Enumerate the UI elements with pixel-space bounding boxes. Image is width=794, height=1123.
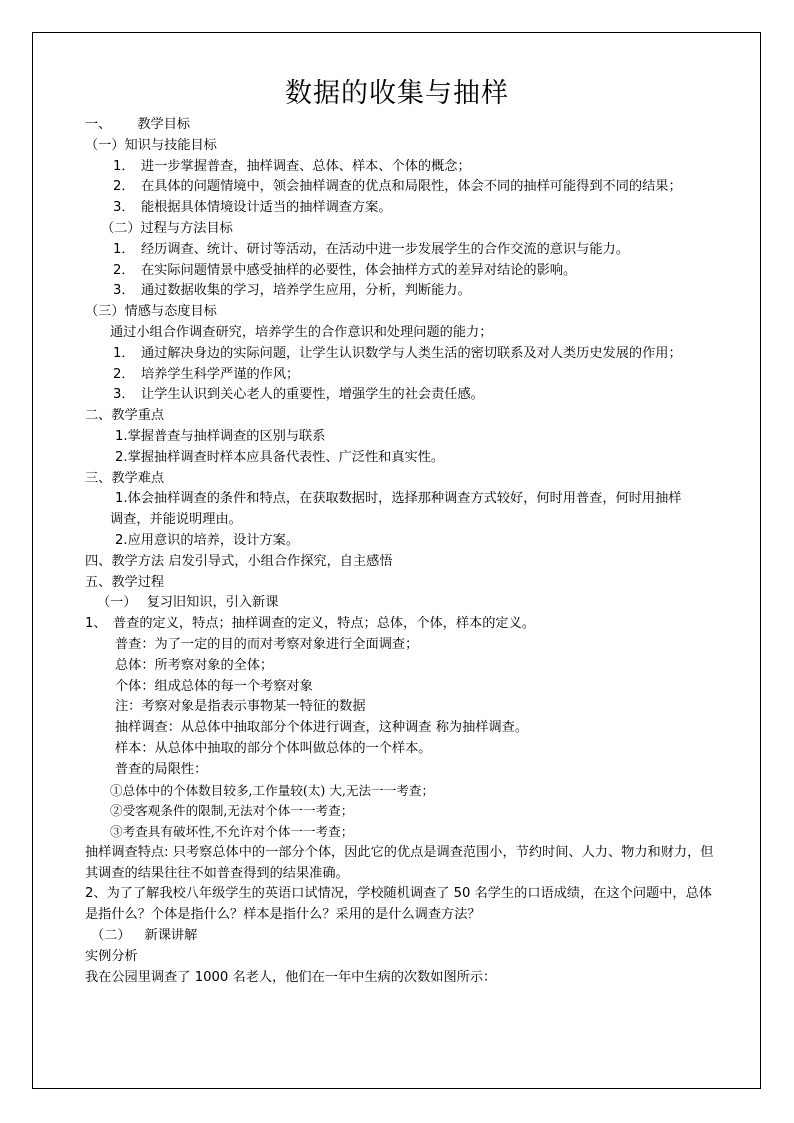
process-goals-heading: （二）过程与方法目标 [101,220,233,236]
definition-note: 注：考察对象是指表示事物某一特征的数据 [115,699,366,715]
review-question-1: 1、 普查的定义，特点；抽样调查的定义，特点；总体，个体，样本的定义。 [85,616,535,632]
section-3-heading: 三、教学难点 [85,470,165,486]
review-subheading: （一） 复习旧知识，引入新课 [97,595,279,611]
emotion-goals-intro: 通过小组合作调查研究，培养学生的合作意识和处理问题的能力； [110,324,493,340]
new-lesson-subheading: （二） 新课讲解 [91,928,198,944]
definition-census: 普查：为了一定的目的而对考察对象进行全面调查； [115,636,419,652]
section-5-heading: 五、教学过程 [85,574,165,590]
sampling-survey-features: 抽样调查特点: 只考察总体中的一部分个体，因此它的优点是调查范围小，节约时间、人力、物力和财力，但其调查的结果往往不如普查得到的结果准确。 [85,844,714,881]
process-goal-item: 3． 通过数据收集的学习，培养学生应用，分析，判断能力。 [113,283,471,299]
page-title: 数据的收集与抽样 [285,78,509,109]
emotion-goal-item: 2． 培养学生科学严谨的作风； [113,366,300,382]
definition-individual: 个体：组成总体的每一个考察对象 [115,678,313,694]
emotion-goal-item: 3． 让学生认识到关心老人的重要性，增强学生的社会责任感。 [113,387,484,403]
knowledge-goal-item: 3． 能根据具体情境设计适当的抽样调查方案。 [113,200,392,216]
process-goal-item: 1． 经历调查、统计、研讨等活动，在活动中进一步发展学生的合作交流的意识与能力。 [113,241,629,257]
definition-population: 总体：所考察对象的全体； [115,657,274,673]
definition-sample: 样本：从总体中抽取的部分个体叫做总体的一个样本。 [115,740,432,756]
process-goal-item: 2． 在实际问题情景中感受抽样的必要性，体会抽样方式的差异对结论的影响。 [113,262,577,278]
definition-sampling-survey: 抽样调查：从总体中抽取部分个体进行调查，这种调查 称为抽样调查。 [115,720,529,736]
section-1-title: 教学目标 [137,117,191,132]
difficulty-item: 2.应用意识的培养，设计方案。 [115,532,300,548]
difficulty-item-continued: 调查，并能说明理由。 [110,512,242,528]
knowledge-goal-item: 2． 在具体的问题情境中，领会抽样调查的优点和局限性，体会不同的抽样可能得到不同的结果； [113,179,682,195]
census-limitations-heading: 普查的局限性： [115,761,208,777]
knowledge-goals-heading: （一）知识与技能目标 [85,137,217,153]
example-heading: 实例分析 [85,948,138,964]
knowledge-goal-item: 1． 进一步掌握普查，抽样调查、总体、样本、个体的概念； [113,158,471,174]
census-limitation-item: ②受客观条件的限制,无法对个体一一考查； [110,803,354,819]
key-point-item: 2.掌握抽样调查时样本应具备代表性、广泛性和真实性。 [115,449,445,465]
census-limitation-item: ③考查具有破坏性,不允许对个体一一考查； [110,824,354,840]
document-body [85,115,725,988]
section-2-heading: 二、教学重点 [85,408,165,424]
review-question-2: 2、为了了解我校八年级学生的英语口试情况，学校随机调查了 50 名学生的口语成绩，在这个问题中，总体是指什么？个体是指什么？样本是指什么？采用的是什么调查方法？ [85,886,712,923]
section-1-label: 一、 [85,117,112,132]
example-text: 我在公园里调查了 1000 名老人，他们在一年中生病的次数如图所示： [85,969,497,985]
census-limitation-item: ①总体中的个体数目较多,工作量较(太) 大,无法一一考查； [110,782,435,798]
key-point-item: 1.掌握普查与抽样调查的区别与联系 [115,428,326,444]
difficulty-item: 1.体会抽样调查的条件和特点，在获取数据时，选择那种调查方式较好，何时用普查，何时用抽样 [115,491,682,507]
emotion-goal-item: 1． 通过解决身边的实际问题，让学生认识数学与人类生活的密切联系及对人类历史发展的作用； [113,345,682,361]
emotion-goals-heading: （三）情感与态度目标 [85,304,217,320]
section-4-heading: 四、教学方法 启发引导式，小组合作探究，自主感悟 [85,553,393,569]
section-1-heading [85,115,725,136]
